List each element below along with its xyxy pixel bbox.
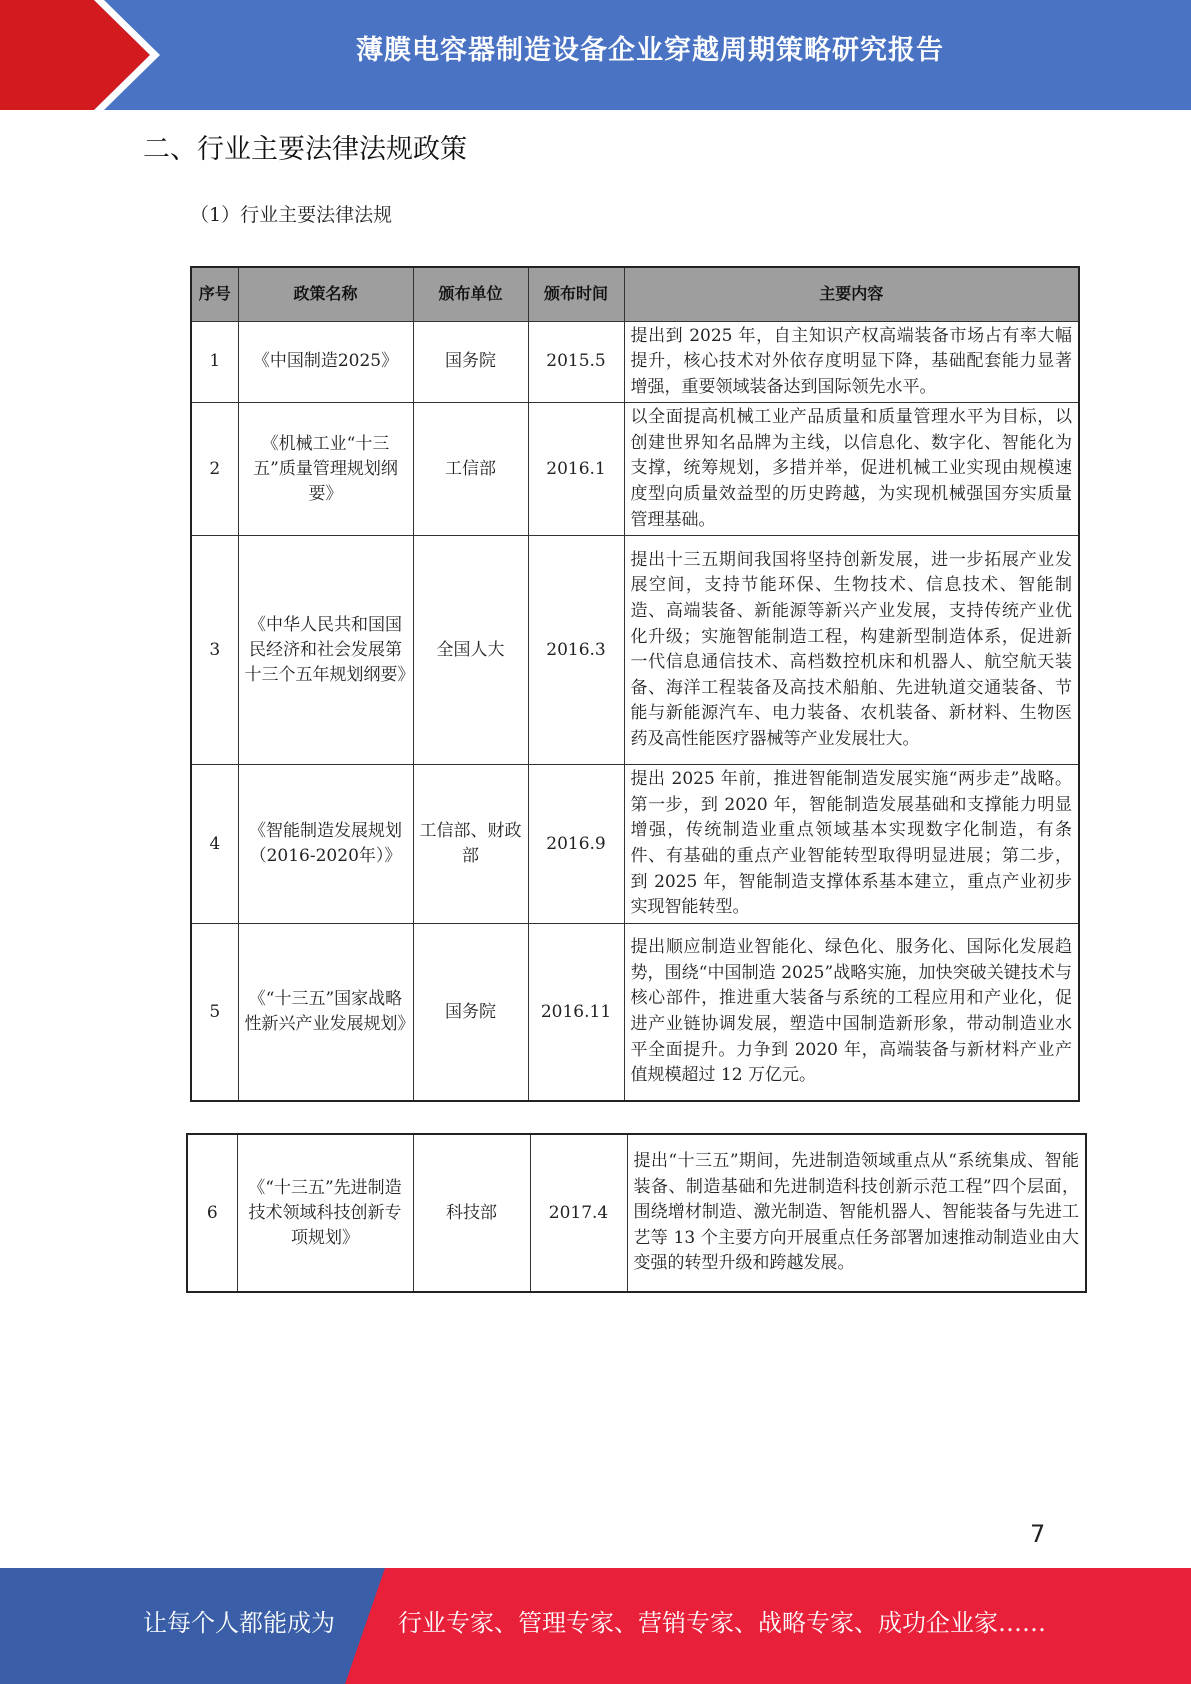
row-no: 3 [191,536,238,765]
row-no: 2 [191,403,238,536]
policy-table [190,266,1080,1102]
row-issuer: 工信部 [413,403,528,536]
row-content: 提出到 2025 年，自主知识产权高端装备市场占有率大幅提升，核心技术对外依存度明显下降，基础配套能力显著增强，重要领域装备达到国际领先水平。 [624,321,1079,403]
table-row [191,321,1079,403]
table-row [191,536,1079,765]
row-date: 2016.9 [528,765,624,924]
row-issuer: 国务院 [413,321,528,403]
row-content: 提出十三五期间我国将坚持创新发展，进一步拓展产业发展空间，支持节能环保、生物技术、信息技术、智能制造、高端装备、新能源等新兴产业发展，支持传统产业优化升级；实施智能制造工程，构建新型制造体系，促进新一代信息通信技术、高档数控机床和机器人、航空航天装备、海洋工程装备及高技术船舶、先进轨道交通装备、节能与新能源汽车、电力装备、农机装备、新材料、生物医药及高性能医疗器械等产业发展壮大。 [624,536,1079,765]
header-name: 政策名称 [238,267,413,321]
row-content: 以全面提高机械工业产品质量和质量管理水平为目标，以创建世界知名品牌为主线，以信息化、数字化、智能化为支撑，统筹规划，多措并举，促进机械工业实现由规模速度型向质量效益型的历史跨越，为实现机械强国夯实质量管理基础。 [624,403,1079,536]
row-content: 提出“十三五”期间，先进制造领域重点从“系统集成、智能装备、制造基础和先进制造科技创新示范工程”四个层面，围绕增材制造、激光制造、智能机器人、智能装备与先进工艺等 13 个主要方向开展重点任务部署加速推动制造业由大变强的转型升级和跨越发展。 [627,1134,1086,1292]
header-issuer: 颁布单位 [413,267,528,321]
table-row [187,1134,1086,1292]
row-name: 《机械工业“十三五”质量管理规划纲要》 [238,403,413,536]
table-header-row [191,267,1079,321]
header-content: 主要内容 [624,267,1079,321]
row-date: 2016.3 [528,536,624,765]
row-content: 提出顺应制造业智能化、绿色化、服务化、国际化发展趋势，围绕“中国制造 2025”战略实施，加快突破关键技术与核心部件，推进重大装备与系统的工程应用和产业化，促进产业链协调发展，塑造中国制造新形象，带动制造业水平全面提升。力争到 2020 年，高端装备与新材料产业产值规模超过 12 万亿元。 [624,923,1079,1101]
row-name: 《中华人民共和国国民经济和社会发展第十三个五年规划纲要》 [238,536,413,765]
report-title: 薄膜电容器制造设备企业穿越周期策略研究报告 [356,35,944,66]
row-date: 2016.11 [528,923,624,1101]
row-date: 2016.1 [528,403,624,536]
row-no: 5 [191,923,238,1101]
row-date: 2015.5 [528,321,624,403]
sub-title: （1）行业主要法律法规 [190,204,393,226]
footer-slogan-right: 行业专家、管理专家、营销专家、战略专家、成功企业家…… [398,1609,1046,1637]
row-issuer: 科技部 [413,1134,530,1292]
row-no: 1 [191,321,238,403]
row-issuer: 全国人大 [413,536,528,765]
table-row [191,765,1079,924]
row-name: 《“十三五”先进制造技术领域科技创新专项规划》 [237,1134,413,1292]
table-row [191,403,1079,536]
table-row [191,923,1079,1101]
row-name: 《“十三五”国家战略性新兴产业发展规划》 [238,923,413,1101]
header-red-arrow [0,0,150,110]
page-number: 7 [1030,1520,1046,1548]
row-name: 《中国制造2025》 [238,321,413,403]
header-no: 序号 [191,267,238,321]
page-header [0,0,1191,110]
row-issuer: 工信部、财政部 [413,765,528,924]
section-title: 二、行业主要法律法规政策 [143,134,467,165]
row-date: 2017.4 [530,1134,627,1292]
row-content: 提出 2025 年前，推进智能制造发展实施“两步走”战略。第一步，到 2020 年，智能制造发展基础和支撑能力明显增强，传统制造业重点领域基本实现数字化制造，有条件、有基础的重点产业智能转型取得明显进展；第二步，到 2025 年，智能制造支撑体系基本建立，重点产业初步实现智能转型。 [624,765,1079,924]
row-no: 4 [191,765,238,924]
row-issuer: 国务院 [413,923,528,1101]
header-date: 颁布时间 [528,267,624,321]
row-no: 6 [187,1134,237,1292]
page-footer [0,1568,1191,1684]
row-name: 《智能制造发展规划（2016-2020年）》 [238,765,413,924]
policy-table-continued [186,1133,1087,1293]
footer-slogan-left: 让每个人都能成为 [143,1609,335,1637]
